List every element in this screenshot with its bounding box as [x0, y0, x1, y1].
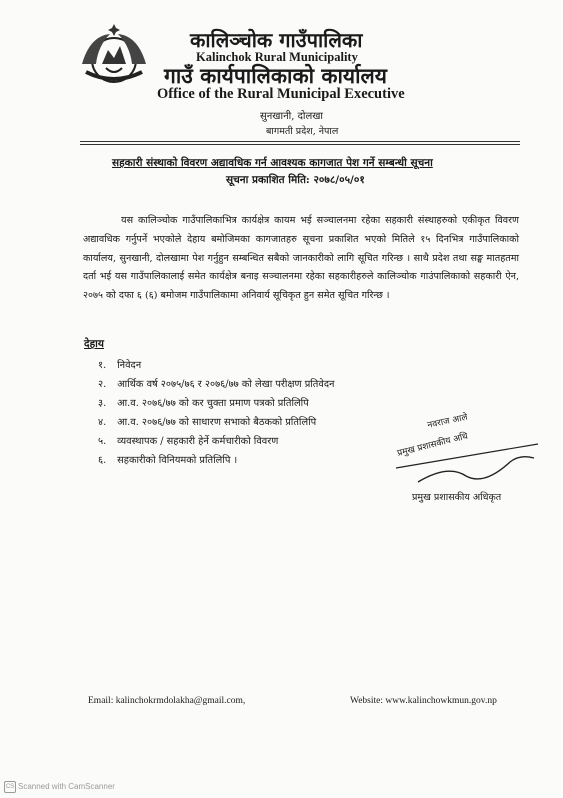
list-item-number: १.	[98, 360, 107, 371]
footer-website: Website: www.kalinchowkmun.gov.np	[350, 696, 497, 706]
office-name-english: Office of the Rural Municipal Executive	[157, 86, 405, 102]
municipality-name-nepali: कालिञ्चोक गाउँपालिका	[190, 28, 363, 52]
list-item-text: व्यवस्थापक / सहकारी हेर्ने कर्मचारीको विवरण	[117, 436, 279, 447]
list-item-number: ६.	[98, 455, 107, 466]
list-item-text: निवेदन	[117, 360, 142, 371]
nepal-government-emblem-icon	[72, 24, 156, 90]
list-item-text: आर्थिक वर्ष २०७५/७६ र २०७६/७७ को लेखा परीक्षण प्रतिवेदन	[117, 379, 335, 390]
list-item-number: २.	[98, 379, 107, 390]
signatory-title: प्रमुख प्रशासकीय अधिकृत	[412, 492, 502, 503]
footer-email: Email: kalinchokrmdolakha@gmail.com,	[88, 696, 246, 706]
office-name-nepali: गाउँ कार्यपालिकाको कार्यालय	[164, 63, 387, 88]
header-divider	[80, 141, 520, 142]
address-line-2: बागमती प्रदेश, नेपाल	[266, 126, 339, 137]
camscanner-icon: CS	[4, 781, 16, 793]
list-item-number: ५.	[98, 436, 107, 447]
list-item	[98, 415, 316, 428]
address-line-1: सुनखानी, दोलखा	[260, 111, 324, 122]
attachments-title: देहाय	[84, 338, 104, 350]
stamp-designation-text: प्रमुख प्रशासकीय अधि	[396, 431, 470, 459]
list-item-number: ४.	[98, 417, 107, 428]
notice-published-date: सूचना प्रकाशित मिति: २०७८/०५/०१	[226, 174, 365, 186]
signature-stamp	[388, 412, 548, 502]
list-item	[98, 396, 309, 409]
list-item-number: ३.	[98, 398, 107, 409]
header-divider-secondary	[80, 144, 520, 145]
list-item	[98, 358, 141, 371]
list-item-text: सहकारीको विनियमको प्रतिलिपि ।	[117, 455, 238, 466]
list-item-text: आ.व. २०७६/७७ को साधारण सभाको बैठकको प्रतिलिपि	[117, 417, 317, 428]
notice-subject: सहकारी संस्थाको विवरण अद्यावधिक गर्न आवश्यक कागजात पेश गर्ने सम्बन्धी सूचना	[112, 157, 433, 169]
list-item	[98, 453, 237, 466]
municipality-name-english: Kalinchok Rural Municipality	[196, 50, 358, 64]
notice-body: यस कालिञ्चोक गाउँपालिकाभित्र कार्यक्षेत्र कायम भई सञ्चालनमा रहेका सहकारी संस्थाहरुको एकीकृत विवरण अद्यावधिक गर्नुपर्ने भएकोले देहाय बमोजिमका कागजातहरु सूचना प्रकाशित भएको मितिले १५ दिनभित्र गाउँपालिकाको कार्यालय, सुनखानी, दोलखामा पेश गर्नुहुन सम्बन्धित सबैको जानकारीको लागि सूचित गरिन्छ । साथै प्रदेश तथा सङ्घ मातहतमा दर्ता भई यस गाउँपालिकालाई समेत कार्यक्षेत्र बनाइ सञ्चालनमा रहेका सहकारीहरुले कालिञ्चोक गाउंपालिकाको सहकारी ऐन, २०७५ को दफा ६ (६) बमोजम गाउँपालिकामा अनिवार्य सूचिकृत हुन समेत सूचित गरिन्छ ।	[83, 215, 519, 302]
scanner-watermark	[4, 781, 115, 793]
list-item-text: आ.व. २०७६/७७ को कर चुक्ता प्रमाण पत्रको प्रतिलिपि	[117, 398, 309, 409]
list-item	[98, 434, 278, 447]
list-item	[98, 377, 334, 390]
scanner-text: Scanned with CamScanner	[18, 782, 115, 792]
stamp-name-text: नवराज आले	[426, 412, 469, 431]
